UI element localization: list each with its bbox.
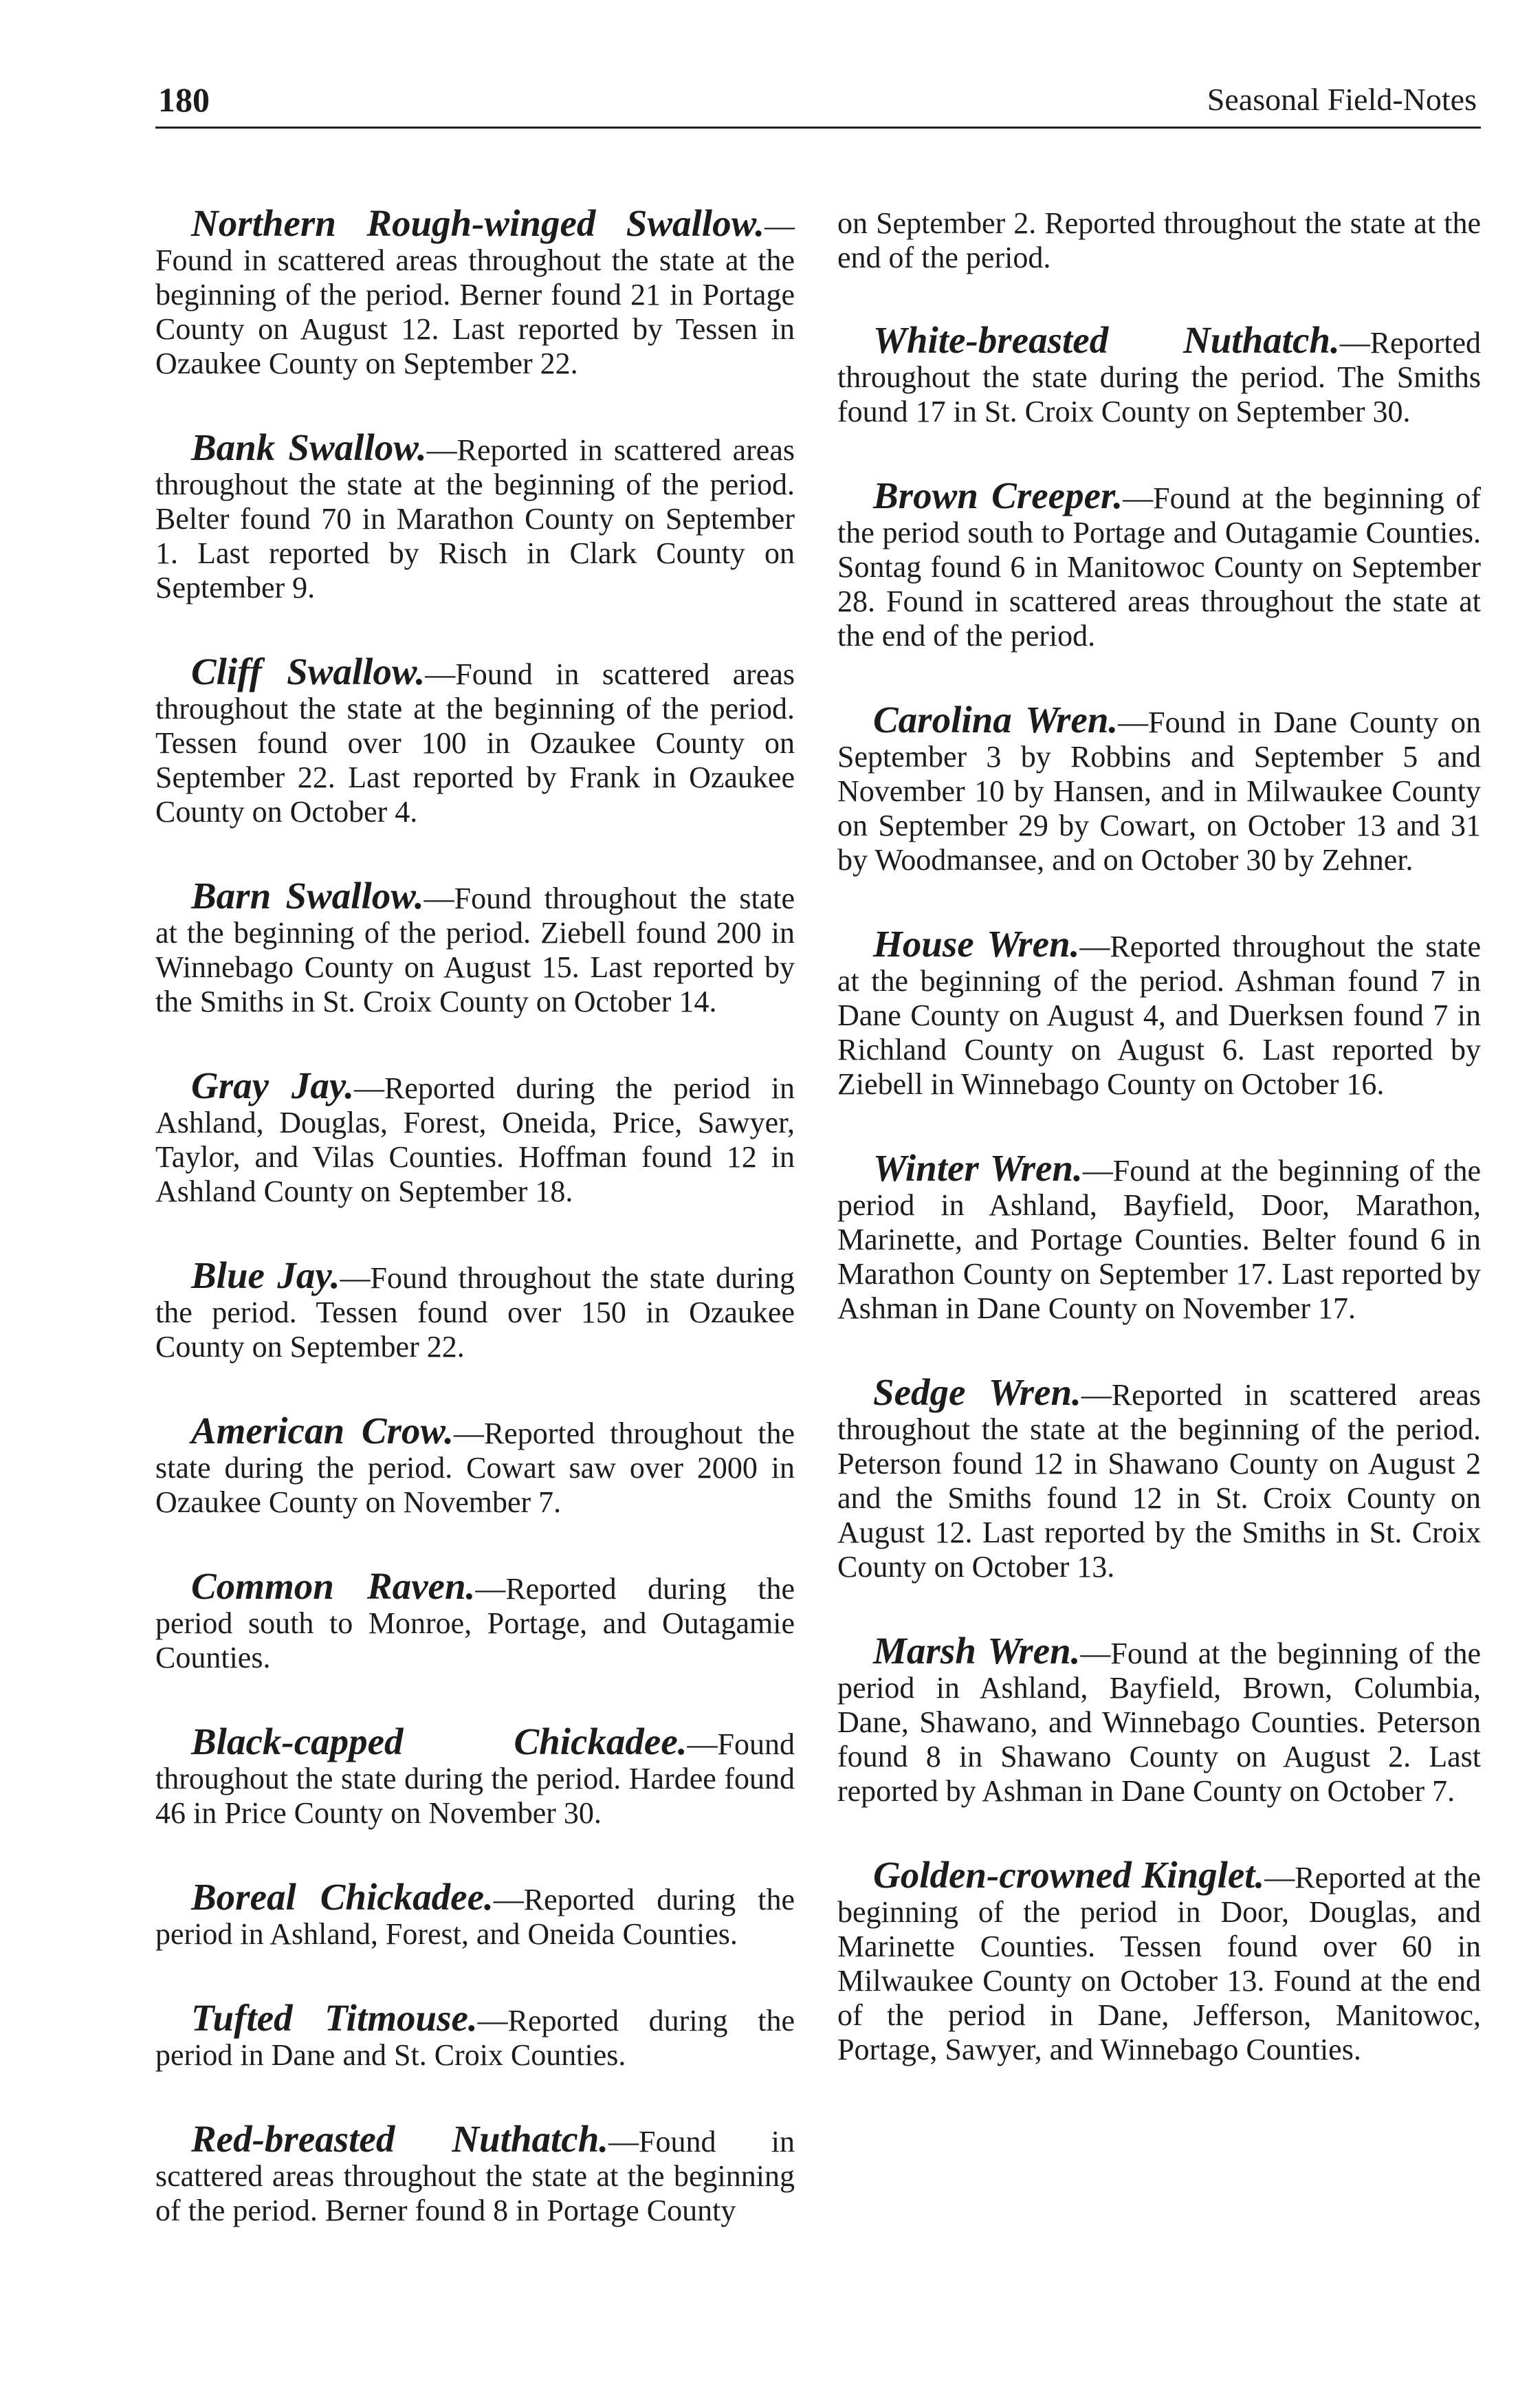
species-name: Marsh Wren. bbox=[873, 1630, 1081, 1672]
left-column bbox=[155, 202, 795, 2277]
species-notes: —Found in scattered areas throughout the state at the beginning of the period. Tessen found over 100 in Ozaukee County on September 22. Last reported by Frank in Ozaukee County on October 4. bbox=[155, 657, 795, 829]
species-entry bbox=[155, 1410, 795, 1520]
species-name: Red-breasted Nuthatch. bbox=[191, 2118, 609, 2160]
species-entry bbox=[837, 474, 1481, 653]
species-entry bbox=[155, 651, 795, 829]
species-notes: —Found in scattered areas throughout the state at the beginning of the period. Berner found 8 in Portage County bbox=[155, 2125, 795, 2227]
species-entry bbox=[837, 319, 1481, 429]
species-entry bbox=[837, 1147, 1481, 1326]
species-notes: —Reported at the beginning of the period in Door, Douglas, and Marinette Counties. Tessen found over 60 in Milwaukee County on October 13. Found at the end of the period in Dane, Jefferson, Manitowoc, Portage, Sawyer, and Winnebago Counties. bbox=[837, 1861, 1481, 2066]
page-header bbox=[155, 72, 1481, 129]
species-notes: —Found in Dane County on September 3 by Robbins and September 5 and November 10 by Hansen, and in Milwaukee County on September 29 by Cowart, on October 13 and 31 by Woodmansee, and on October 30 by Zehner. bbox=[837, 706, 1481, 877]
species-name: Sedge Wren. bbox=[873, 1371, 1081, 1413]
species-entry bbox=[155, 1254, 795, 1364]
species-notes: —Reported during the period south to Monroe, Portage, and Outagamie Counties. bbox=[155, 1572, 795, 1674]
species-name: Cliff Swallow. bbox=[191, 651, 426, 692]
species-name: Blue Jay. bbox=[191, 1254, 340, 1296]
species-notes: —Found throughout the state during the period. Hardee found 46 in Price County on November 30. bbox=[155, 1727, 795, 1830]
species-notes: —Reported throughout the state during the period. The Smiths found 17 in St. Croix County on September 30. bbox=[837, 326, 1481, 428]
species-entry bbox=[837, 699, 1481, 877]
species-notes: —Found at the beginning of the period south to Portage and Outagamie Counties. Sontag found 6 in Manitowoc County on September 28. Found in scattered areas throughout the state at the end of the period. bbox=[837, 481, 1481, 653]
continued-text: on September 2. Reported throughout the state at the end of the period. bbox=[837, 206, 1481, 274]
running-head: Seasonal Field-Notes bbox=[1207, 82, 1477, 117]
species-notes: —Found at the beginning of the period in Ashland, Bayfield, Door, Marathon, Marinette, and Portage Counties. Belter found 6 in Marathon County on September 17. Last reported by Ashman in Dane County on November 17. bbox=[837, 1154, 1481, 1325]
species-entry bbox=[155, 1565, 795, 1675]
species-entry bbox=[155, 202, 795, 381]
species-name: Boreal Chickadee. bbox=[191, 1876, 494, 1918]
species-name: Brown Creeper. bbox=[873, 474, 1123, 516]
page-number: 180 bbox=[158, 80, 210, 119]
species-notes: —Found at the beginning of the period in Ashland, Bayfield, Brown, Columbia, Dane, Shawano, and Winnebago Counties. Peterson found 8 in Shawano County on August 2. Last reported by Ashman in Dane County on October 7. bbox=[837, 1637, 1481, 1808]
species-name: Tufted Titmouse. bbox=[191, 1997, 478, 2039]
right-column bbox=[837, 206, 1481, 2117]
species-notes: —Reported throughout the state during the period. Cowart saw over 2000 in Ozaukee County on November 7. bbox=[155, 1417, 795, 1519]
species-name: American Crow. bbox=[191, 1410, 454, 1452]
species-notes: —Found throughout the state at the beginning of the period. Ziebell found 200 in Winnebago County on August 15. Last reported by the Smiths in St. Croix County on October 14. bbox=[155, 882, 795, 1018]
species-name: Northern Rough-winged Swallow. bbox=[191, 202, 764, 244]
species-entry bbox=[155, 2118, 795, 2228]
species-notes: —Reported throughout the state at the beginning of the period. Ashman found 7 in Dane County on August 4, and Duerksen found 7 in Richland County on August 6. Last reported by Ziebell in Winnebago County on October 16. bbox=[837, 930, 1481, 1101]
species-name: Winter Wren. bbox=[873, 1147, 1083, 1189]
species-entry bbox=[155, 1064, 795, 1209]
species-entry bbox=[837, 1854, 1481, 2067]
species-notes: —Reported in scattered areas throughout the state at the beginning of the period. Belter found 70 in Marathon County on September 1. Last reported by Risch in Clark County on September 9. bbox=[155, 433, 795, 604]
species-name: White-breasted Nuthatch. bbox=[873, 319, 1340, 361]
species-entry bbox=[155, 426, 795, 605]
species-entry bbox=[155, 1997, 795, 2073]
species-name: House Wren. bbox=[873, 923, 1080, 965]
species-name: Bank Swallow. bbox=[191, 426, 427, 468]
species-entry bbox=[837, 1630, 1481, 1809]
species-notes: —Found throughout the state during the period. Tessen found over 150 in Ozaukee County on September 22. bbox=[155, 1261, 795, 1364]
species-name: Barn Swallow. bbox=[191, 875, 424, 917]
species-notes: —Found in scattered areas throughout the state at the beginning of the period. Berner found 21 in Portage County on August 12. Last reported by Tessen in Ozaukee County on September 22. bbox=[155, 209, 795, 380]
species-entry bbox=[837, 923, 1481, 1102]
species-entry bbox=[155, 875, 795, 1019]
species-notes: —Reported during the period in Ashland, Douglas, Forest, Oneida, Price, Sawyer, Taylor, and Vilas Counties. Hoffman found 12 in Ashland County on September 18. bbox=[155, 1071, 795, 1208]
species-name: Common Raven. bbox=[191, 1565, 476, 1607]
species-name: Gray Jay. bbox=[191, 1064, 355, 1106]
species-name: Black-capped Chickadee. bbox=[191, 1720, 688, 1762]
species-notes: —Reported in scattered areas throughout the state at the beginning of the period. Peterson found 12 in Shawano County on August 2 and the Smiths found 12 in St. Croix County on August 12. Last reported by the Smiths in St. Croix County on October 13. bbox=[837, 1378, 1481, 1584]
species-name: Golden-crowned Kinglet. bbox=[873, 1854, 1265, 1896]
species-entry bbox=[837, 1371, 1481, 1584]
species-notes: —Reported during the period in Ashland, Forest, and Oneida Counties. bbox=[155, 1883, 795, 1951]
species-entry bbox=[155, 1876, 795, 1952]
species-entry bbox=[155, 1720, 795, 1831]
species-notes: —Reported during the period in Dane and St. Croix Counties. bbox=[155, 2004, 795, 2072]
species-name: Carolina Wren. bbox=[873, 699, 1119, 741]
